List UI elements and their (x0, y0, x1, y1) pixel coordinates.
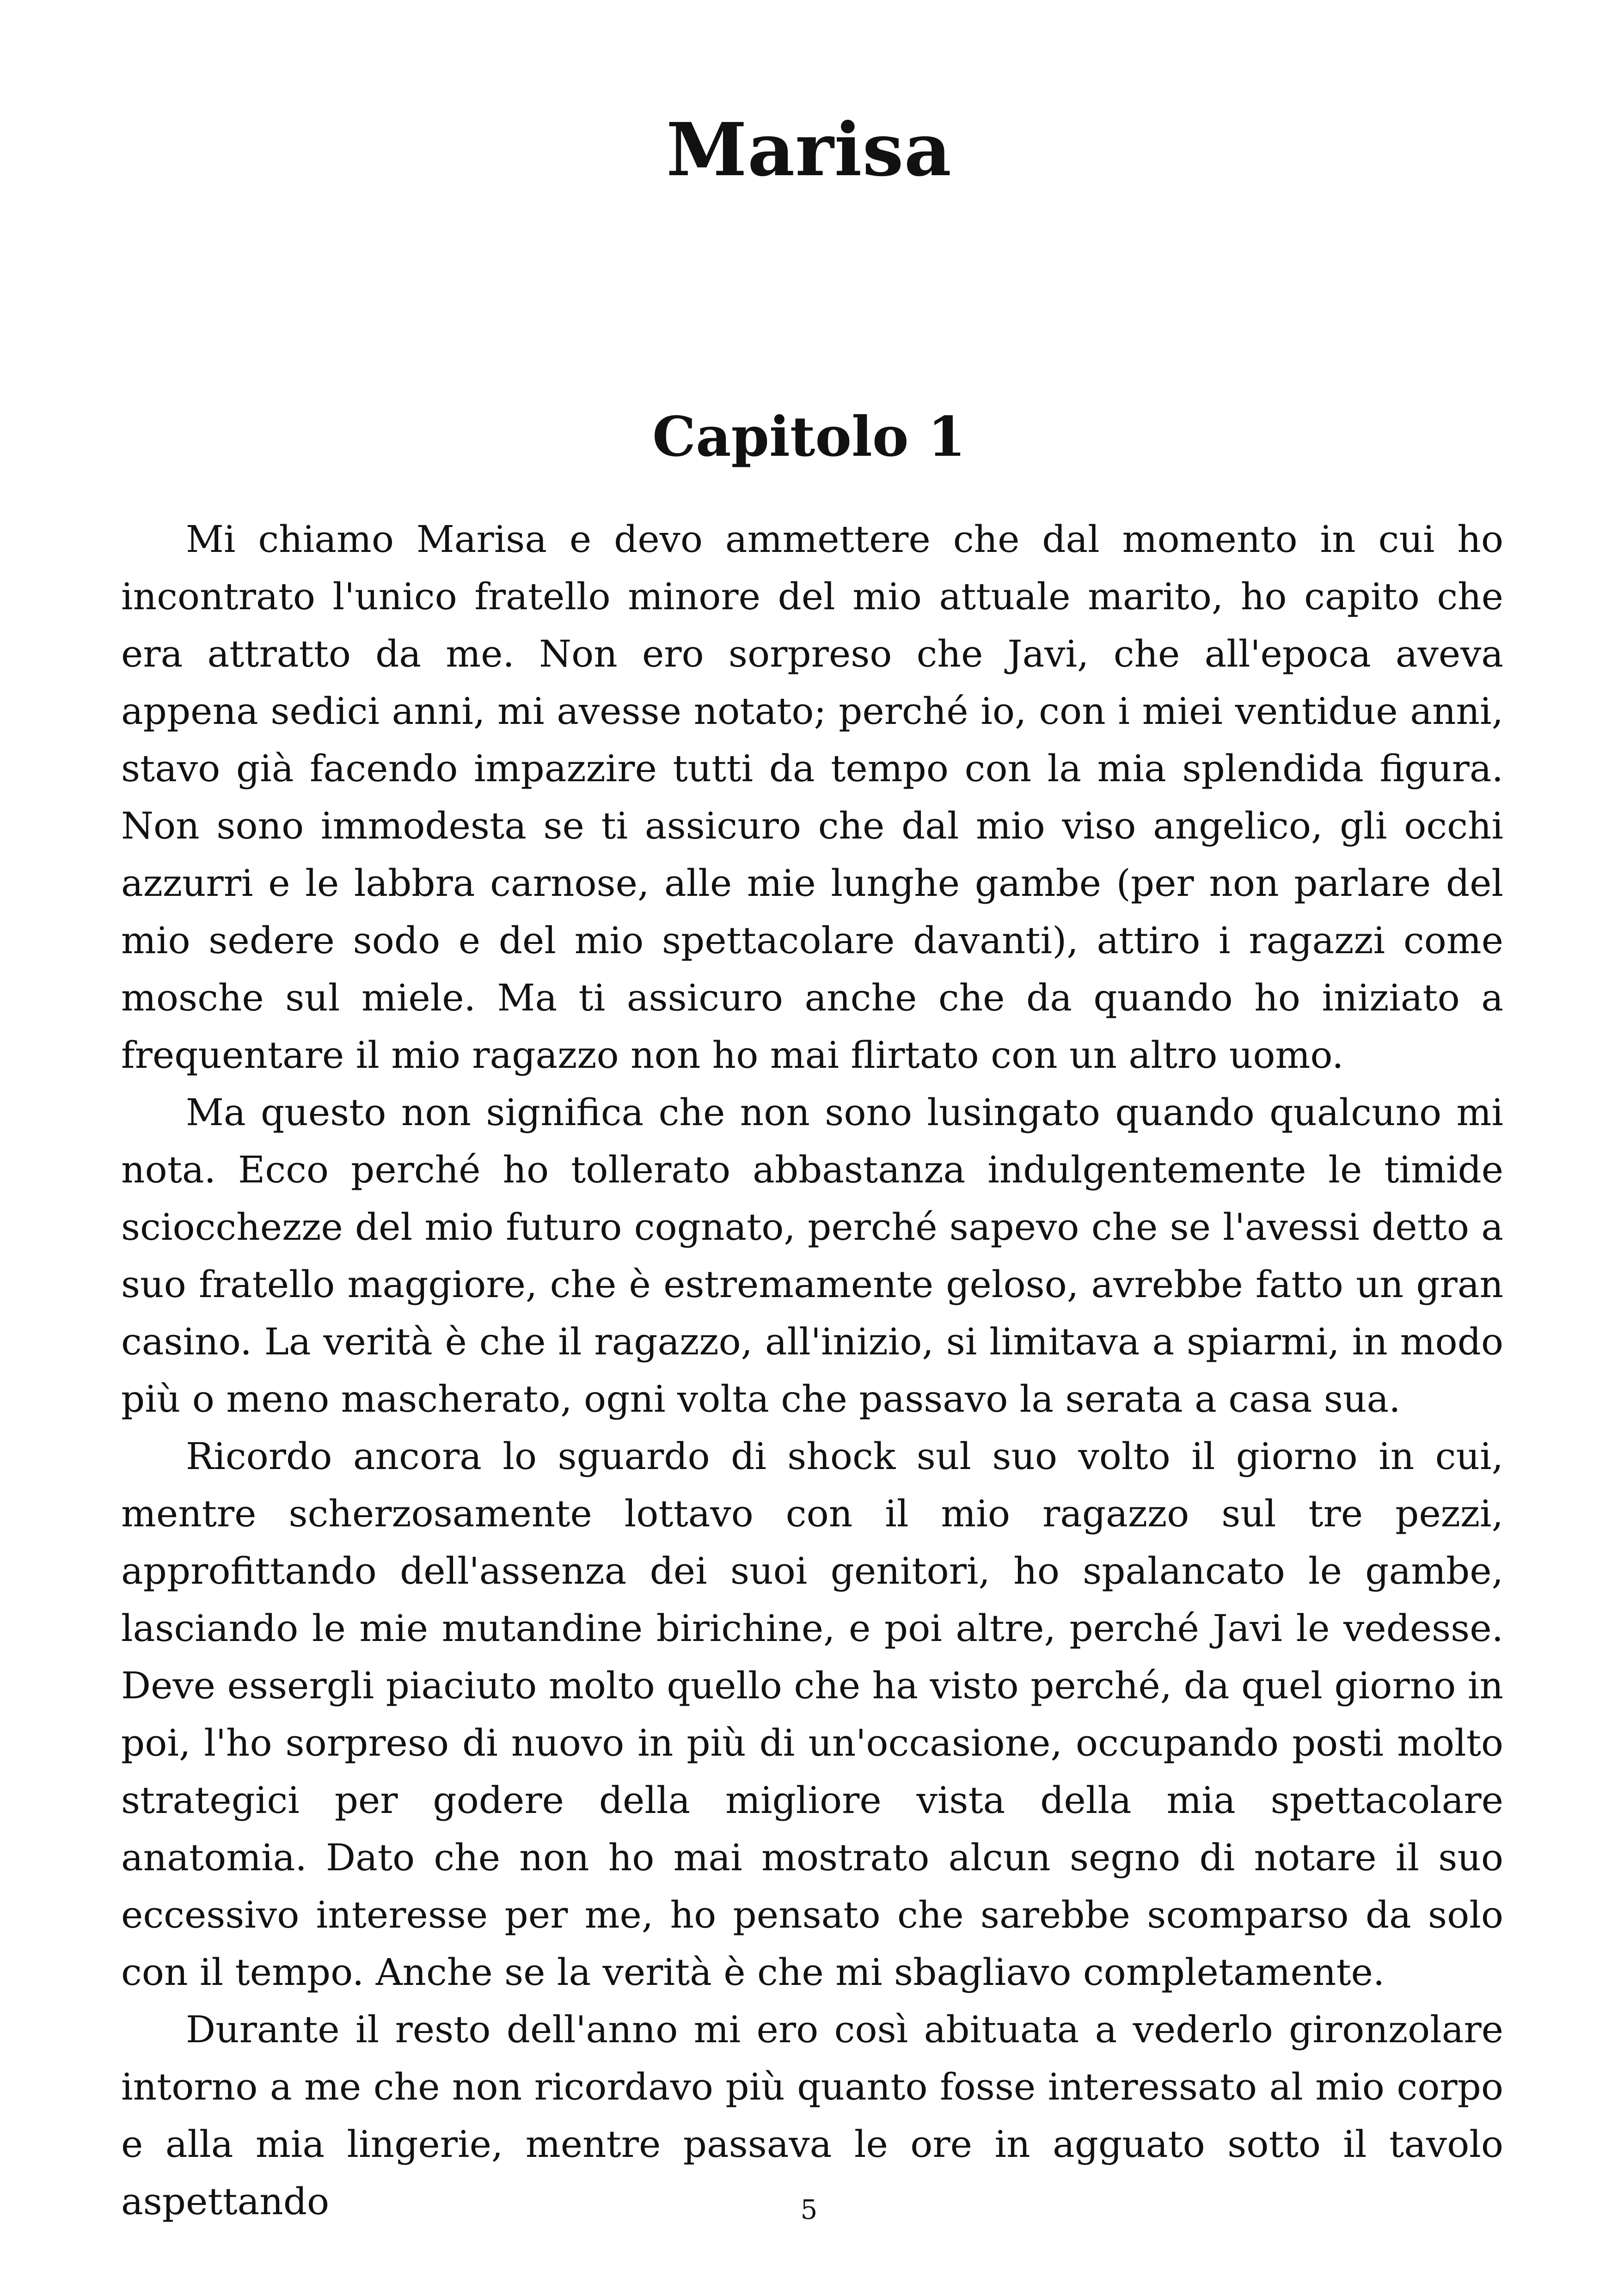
chapter-title: Capitolo 1 (652, 404, 966, 469)
page-number: 5 (800, 2194, 818, 2225)
paragraph-2: Ma questo non significa che non sono lusingato quando qualcuno mi nota. Ecco perché ho tollerato abbastanza indulgentemente le timide sciocchezze del mio futuro cognato, perché sapevo che se l'avessi detto a suo fratello maggiore, che è estremamente geloso, avrebbe fatto un gran casino. La verità è che il ragazzo, all'inizio, si limitava a spiarmi, in modo più o meno mascherato, ogni volta che passavo la serata a casa sua. (121, 1091, 1503, 1420)
paragraph-3: Ricordo ancora lo sguardo di shock sul suo volto il giorno in cui, mentre scherzosamente lottavo con il mio ragazzo sul tre pezzi, approfittando dell'assenza dei suoi genitori, ho spalancato le gambe, lasciando le mie mutandine birichine, e poi altre, perché Javi le vedesse. Deve essergli piaciuto molto quello che ha visto perché, da quel giorno in poi, l'ho sorpreso di nuovo in più di un'occasione, occupando posti molto strategici per godere della migliore vista della mia spettacolare anatomia. Dato che non ho mai mostrato alcun segno di notare il suo eccessivo interesse per me, ho pensato che sarebbe scomparso da solo con il tempo. Anche se la verità è che mi sbagliavo completamente. (121, 1435, 1503, 1994)
book-title: Marisa (666, 107, 952, 193)
paragraph-4: Durante il resto dell'anno mi ero così abituata a vederlo gironzolare intorno a me che non ricordavo più quanto fosse interessato al mio corpo e alla mia lingerie, mentre passava le ore in agguato sotto il tavolo aspettando (121, 2008, 1503, 2223)
chapter-body (121, 511, 1503, 2230)
paragraph-1: Mi chiamo Marisa e devo ammettere che dal momento in cui ho incontrato l'unico fratello minore del mio attuale marito, ho capito che era attratto da me. Non ero sorpreso che Javi, che all'epoca aveva appena sedici anni, mi avesse notato; perché io, con i miei ventidue anni, stavo già facendo impazzire tutti da tempo con la mia splendida figura. Non sono immodesta se ti assicuro che dal mio viso angelico, gli occhi azzurri e le labbra carnose, alle mie lunghe gambe (per non parlare del mio sedere sodo e del mio spettacolare davanti), attiro i ragazzi come mosche sul miele. Ma ti assicuro anche che da quando ho iniziato a frequentare il mio ragazzo non ho mai flirtato con un altro uomo. (121, 518, 1503, 1077)
